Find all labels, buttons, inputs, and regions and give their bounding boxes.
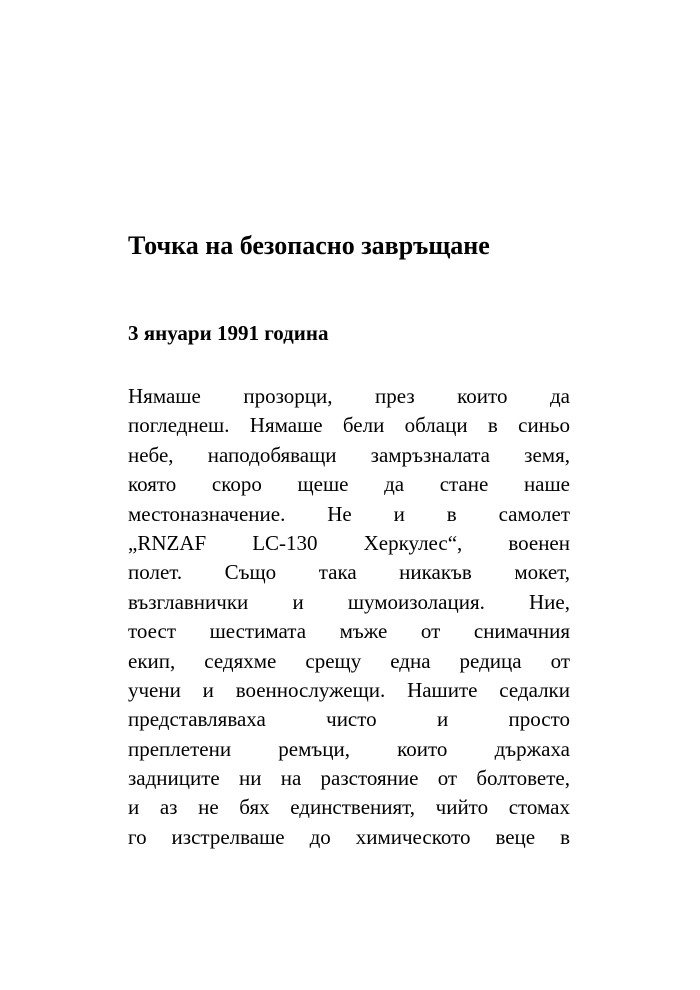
text-line: погледнеш. Нямаше бели облаци в синьо: [128, 413, 570, 438]
text-line: небе, наподобяващи замръзналата земя,: [128, 442, 570, 467]
text-line: преплетени ремъци, които държаха: [128, 736, 570, 761]
body-text: [128, 382, 570, 852]
text-line: задниците ни на разстояние от болтовете,: [128, 766, 570, 791]
text-line: Нямаше прозорци, през които да: [128, 384, 570, 408]
text-line: местоназначение. Не и в самолет: [128, 501, 570, 526]
text-line: и аз не бях единственият, чийто стомах: [128, 795, 570, 820]
chapter-date: 3 януари 1991 година: [128, 321, 329, 345]
text-line: учени и военнослужещи. Нашите седалки: [128, 677, 570, 702]
text-line: полет. Също така никакъв мокет,: [128, 560, 570, 585]
text-line: „RNZAF LC-130 Херкулес“, военен: [128, 530, 570, 555]
chapter-title: Точка на безопасно завръщане: [128, 231, 490, 260]
text-line: екип, седяхме срещу една редица от: [128, 648, 570, 673]
text-line: представляваха чисто и просто: [128, 707, 570, 732]
text-line: тоест шестимата мъже от снимачния: [128, 619, 570, 644]
text-line: възглавнички и шумоизолация. Ние,: [128, 589, 570, 614]
text-line: която скоро щеше да стане наше: [128, 472, 570, 497]
text-line: го изстрелваше до химическото веце в: [128, 824, 570, 849]
